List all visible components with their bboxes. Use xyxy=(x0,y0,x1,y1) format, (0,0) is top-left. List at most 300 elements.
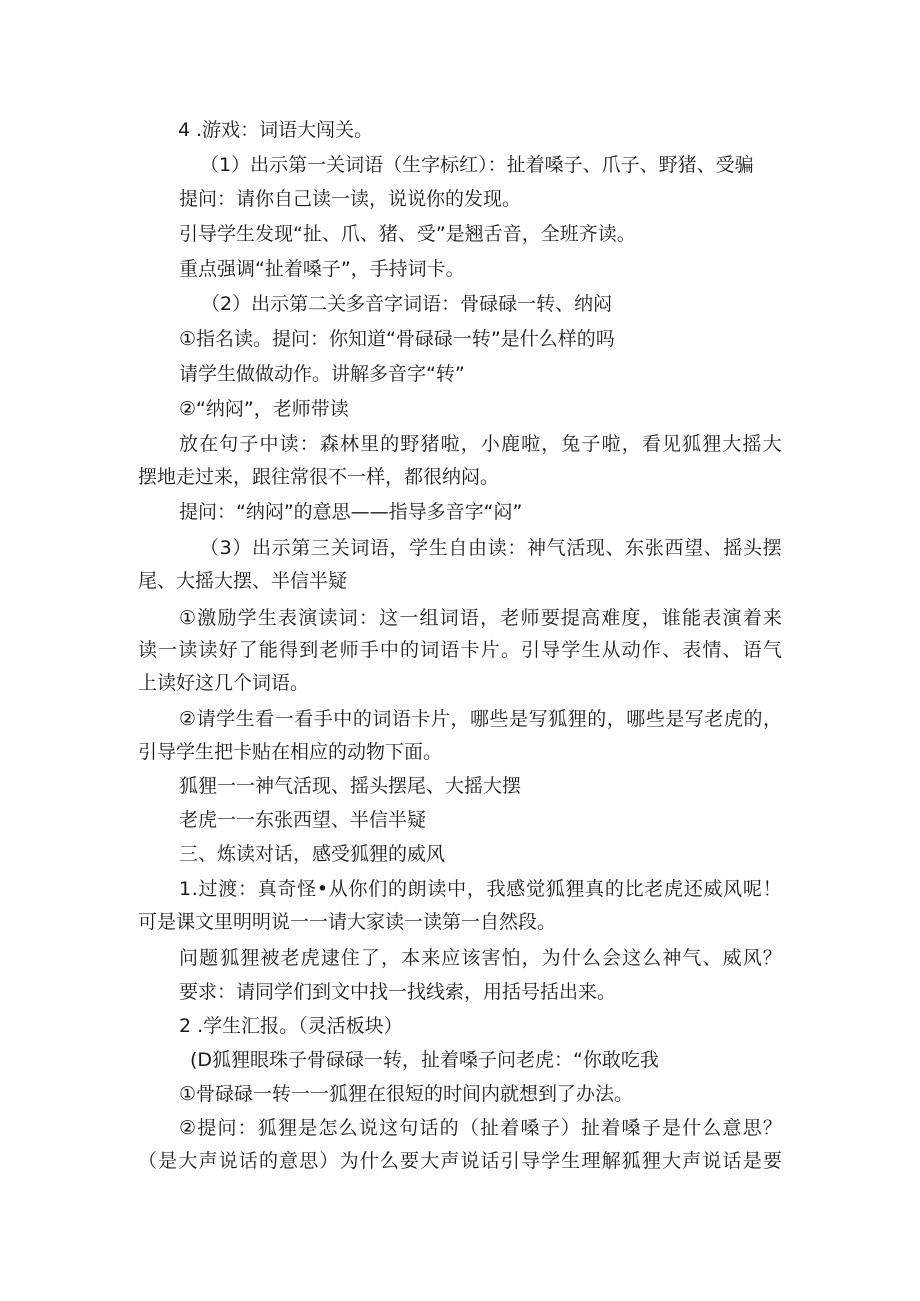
text-char: 演 xyxy=(298,607,318,629)
text-char: 情 xyxy=(702,639,722,661)
text-char: 读 xyxy=(279,433,299,455)
text-char: 声 xyxy=(682,1150,702,1172)
text-char: ， xyxy=(606,708,626,730)
text-char: 引 xyxy=(500,1150,520,1172)
text-char: 狐 xyxy=(257,1117,277,1139)
text-char: ， xyxy=(541,433,561,455)
text-char: 摇 xyxy=(723,537,743,559)
text-char: 的 xyxy=(400,639,420,661)
text-char: 么 xyxy=(379,1150,399,1172)
text-char: 题 xyxy=(199,947,219,969)
text-char: 、 xyxy=(702,947,722,969)
text-char: 气 xyxy=(762,639,782,661)
text-char: 老 xyxy=(704,708,724,730)
text-char: 学 xyxy=(541,1150,561,1172)
text-line: 老虎一一东张西望、半信半疑 xyxy=(179,809,427,831)
text-char: ， xyxy=(450,708,470,730)
text-char: 看 xyxy=(255,708,275,730)
text-char: 怕 xyxy=(501,947,521,969)
text-line: (D狐狸眼珠子骨碌碌一转，扯着嗓子问老虎：“你敢吃我 xyxy=(190,1049,659,1071)
text-line: ①骨碌碌一转一一狐狸在很短的时间内就想到了办法。 xyxy=(179,1083,634,1105)
text-char: 句 xyxy=(219,433,239,455)
text-char: 第 xyxy=(291,537,311,559)
text-char: 中 xyxy=(447,878,467,900)
text-char: 读 xyxy=(318,607,338,629)
text-line: 提问：请你自己读一读，说说你的发现。 xyxy=(179,188,522,210)
text-char: 说 xyxy=(218,1150,238,1172)
text-char: 片 xyxy=(480,639,500,661)
text-char: 嗓 xyxy=(621,1117,641,1139)
text-line: （2）出示第二关多音字词语：骨碌碌一转、纳闷 xyxy=(201,293,613,315)
text-char: 激 xyxy=(197,607,217,629)
text-char: 本 xyxy=(401,947,421,969)
text-char: 还 xyxy=(683,878,703,900)
text-char: 大 xyxy=(178,1150,198,1172)
text-char: 们 xyxy=(368,878,388,900)
text-char: 了 xyxy=(360,947,380,969)
text-char: 气 xyxy=(682,947,702,969)
text-char: 被 xyxy=(260,947,280,969)
text-line: 提问：“纳闷”的意思——指导多音字“闷” xyxy=(179,501,523,523)
text-char: ② xyxy=(179,708,197,730)
text-char: 气 xyxy=(546,537,566,559)
text-char: ！ xyxy=(762,878,782,900)
text-char: 狐 xyxy=(545,878,565,900)
text-char: 好 xyxy=(218,639,238,661)
text-char: 意 xyxy=(722,1117,742,1139)
text-char: 着 xyxy=(742,607,762,629)
text-char: 见 xyxy=(662,433,682,455)
section-heading: 三、炼读对话，感受狐狸的威风 xyxy=(179,843,446,865)
text-char: 声 xyxy=(440,1150,460,1172)
text-char: 提 xyxy=(197,1117,217,1139)
text-char: 的 xyxy=(380,433,400,455)
text-char: 狐 xyxy=(621,1150,641,1172)
text-char: 望 xyxy=(684,537,704,559)
text-char: 高 xyxy=(581,607,601,629)
text-char: 的 xyxy=(743,708,763,730)
text-char: 得 xyxy=(279,639,299,661)
text-char: 意 xyxy=(279,1150,299,1172)
text-char: 真 xyxy=(585,878,605,900)
text-char: ： xyxy=(507,537,527,559)
text-char: 狸 xyxy=(240,947,260,969)
text-char: 头 xyxy=(743,537,763,559)
text-char: 读 xyxy=(178,639,198,661)
text-char: 写 xyxy=(684,708,704,730)
text-char: 、 xyxy=(703,537,723,559)
text-char: ， xyxy=(460,433,480,455)
text-char: 狸 xyxy=(641,1150,661,1172)
text-char: ， xyxy=(641,607,661,629)
text-char: 么 xyxy=(581,947,601,969)
text-char: 虎 xyxy=(300,947,320,969)
text-char: 师 xyxy=(339,639,359,661)
text-char: 么 xyxy=(642,947,662,969)
text-char: 子 xyxy=(641,1117,661,1139)
text-char: 什 xyxy=(561,947,581,969)
text-char: 野 xyxy=(400,433,420,455)
text-char: . xyxy=(191,878,198,900)
text-char: 看 xyxy=(641,433,661,455)
text-char: 读 xyxy=(138,639,158,661)
text-char: 一 xyxy=(399,607,419,629)
text-line: 上读好这几个词语。 xyxy=(138,672,310,694)
text-char: 中 xyxy=(333,708,353,730)
text-char: 应 xyxy=(441,947,461,969)
text-char: 词 xyxy=(350,537,370,559)
text-char: 来 xyxy=(762,607,782,629)
text-char: 鹿 xyxy=(501,433,521,455)
text-char: 思 xyxy=(742,1117,762,1139)
text-char: 大 xyxy=(420,1150,440,1172)
text-char: 着 xyxy=(500,1117,520,1139)
text-char: 1 xyxy=(179,878,192,900)
text-line: （1）出示第一关词语（生字标红）：扯着嗓子、爪子、野猪、受骗 xyxy=(200,154,754,176)
text-char: 写 xyxy=(528,708,548,730)
text-char: 神 xyxy=(662,947,682,969)
text-line xyxy=(179,605,782,631)
text-char: 怎 xyxy=(318,1117,338,1139)
text-char: 从 xyxy=(328,878,348,900)
text-char: 狐 xyxy=(548,708,568,730)
text-char: 风 xyxy=(723,878,743,900)
text-char: 狐 xyxy=(682,433,702,455)
text-char: 住 xyxy=(340,947,360,969)
text-char: ？ xyxy=(762,947,782,969)
text-char: 词 xyxy=(372,708,392,730)
text-line: 请学生做做动作。讲解多音字“转” xyxy=(179,363,465,385)
text-char: 生 xyxy=(561,1150,581,1172)
text-char: 林 xyxy=(340,433,360,455)
text-char: 说 xyxy=(702,1150,722,1172)
text-char: 老 xyxy=(319,639,339,661)
text-char: 中 xyxy=(259,433,279,455)
text-char: 些 xyxy=(645,708,665,730)
text-char: ） xyxy=(560,1117,580,1139)
text-char: 作 xyxy=(641,639,661,661)
text-char: 东 xyxy=(625,537,645,559)
text-char: 会 xyxy=(602,947,622,969)
text-line xyxy=(138,637,782,663)
text-char: 渡 xyxy=(218,878,238,900)
text-char: 小 xyxy=(480,433,500,455)
text-char: 的 xyxy=(587,708,607,730)
text-char: 的 xyxy=(352,708,372,730)
text-char: 老 xyxy=(644,878,664,900)
text-char: 老 xyxy=(280,947,300,969)
text-char: 词 xyxy=(338,607,358,629)
text-char: （ xyxy=(200,537,220,559)
text-line xyxy=(179,1115,782,1141)
text-char: 来 xyxy=(421,947,441,969)
text-char: 手 xyxy=(313,708,333,730)
text-char: 大 xyxy=(722,433,742,455)
text-char: 猪 xyxy=(420,433,440,455)
text-char: 什 xyxy=(359,1150,379,1172)
text-char: 片 xyxy=(430,708,450,730)
text-char: 狸 xyxy=(702,433,722,455)
text-char: 这 xyxy=(622,947,642,969)
text-char: 演 xyxy=(722,607,742,629)
text-char: 狐 xyxy=(220,947,240,969)
text-char: 大 xyxy=(762,433,782,455)
text-char: 子 xyxy=(540,1117,560,1139)
text-char: 语 xyxy=(459,607,479,629)
text-char: • xyxy=(316,878,329,900)
text-char: 奇 xyxy=(277,878,297,900)
text-char: 要 xyxy=(540,607,560,629)
text-char: 难 xyxy=(601,607,621,629)
text-char: 语 xyxy=(369,537,389,559)
text-char: 请 xyxy=(196,708,216,730)
text-char: 理 xyxy=(581,1150,601,1172)
text-char: 啦 xyxy=(440,433,460,455)
text-line: 尾、大摇大摆、半信半疑 xyxy=(138,570,348,592)
text-char: 表 xyxy=(278,607,298,629)
text-char: 话 xyxy=(480,1150,500,1172)
text-char: 导 xyxy=(520,1150,540,1172)
text-char: 要 xyxy=(400,1150,420,1172)
text-char: 说 xyxy=(460,1150,480,1172)
text-char: 扯 xyxy=(581,1117,601,1139)
text-char: 里 xyxy=(360,433,380,455)
text-char: 要 xyxy=(762,1150,782,1172)
text-char: 话 xyxy=(238,1150,258,1172)
text-char: ？ xyxy=(762,1117,782,1139)
text-char: 句 xyxy=(399,1117,419,1139)
text-line xyxy=(138,1148,782,1174)
text-char: 是 xyxy=(509,708,529,730)
text-line xyxy=(200,535,782,561)
text-char: 中 xyxy=(379,639,399,661)
text-char: 该 xyxy=(461,947,481,969)
text-char: 活 xyxy=(566,537,586,559)
text-char: ② xyxy=(179,1117,197,1139)
text-char: 威 xyxy=(703,878,723,900)
text-char: 朗 xyxy=(407,878,427,900)
text-char: 表 xyxy=(682,639,702,661)
text-char: 啦 xyxy=(521,433,541,455)
text-char: 说 xyxy=(358,1117,378,1139)
text-char: ， xyxy=(521,947,541,969)
text-line: 狐狸一一神气活现、摇头摆尾、大摇大摆 xyxy=(179,775,522,797)
text-char: 话 xyxy=(722,1150,742,1172)
text-char: 问 xyxy=(179,947,199,969)
text-char: 怪 xyxy=(297,878,317,900)
text-char: 是 xyxy=(665,708,685,730)
text-char: 从 xyxy=(601,639,621,661)
text-char: 是 xyxy=(298,1117,318,1139)
text-char: 了 xyxy=(238,639,258,661)
text-char: 导 xyxy=(541,639,561,661)
text-char: 真 xyxy=(257,878,277,900)
text-char: 扯 xyxy=(480,1117,500,1139)
text-char: 示 xyxy=(271,537,291,559)
text-char: 学 xyxy=(561,639,581,661)
text-char: ： xyxy=(237,1117,257,1139)
text-char: 逮 xyxy=(320,947,340,969)
text-char: 虎 xyxy=(723,708,743,730)
text-char: ， xyxy=(480,607,500,629)
text-char: 摆 xyxy=(762,537,782,559)
text-char: 觉 xyxy=(525,878,545,900)
text-char: 动 xyxy=(621,639,641,661)
text-char: 的 xyxy=(604,878,624,900)
text-char: 现 xyxy=(585,537,605,559)
text-char: 威 xyxy=(722,947,742,969)
text-char: 由 xyxy=(468,537,488,559)
text-char: 是 xyxy=(742,1150,762,1172)
text-line: ②“纳闷”，老师带读 xyxy=(179,398,349,420)
text-char: 老 xyxy=(500,607,520,629)
text-char: 词 xyxy=(420,639,440,661)
text-char: 我 xyxy=(486,878,506,900)
text-char: 读 xyxy=(198,639,218,661)
text-line: 2 .学生汇报。（灵活板块） xyxy=(179,1015,403,1037)
text-char: 是 xyxy=(661,1117,681,1139)
text-char: 卡 xyxy=(411,708,431,730)
text-char: 词 xyxy=(439,607,459,629)
text-char: 你 xyxy=(348,878,368,900)
text-char: 狸 xyxy=(567,708,587,730)
text-char: 比 xyxy=(624,878,644,900)
text-char: 、 xyxy=(605,537,625,559)
text-char: 的 xyxy=(258,1150,278,1172)
text-char: 组 xyxy=(419,607,439,629)
text-char: 到 xyxy=(299,639,319,661)
text-char: 一 xyxy=(274,708,294,730)
text-line: 引导学生把卡贴在相应的动物下面。 xyxy=(138,741,443,763)
text-char: 、 xyxy=(722,639,742,661)
text-char: ） xyxy=(319,1150,339,1172)
text-char: 是 xyxy=(158,1150,178,1172)
text-char: ） xyxy=(232,537,252,559)
text-line xyxy=(179,706,782,732)
text-char: 风 xyxy=(742,947,762,969)
text-char: 感 xyxy=(506,878,526,900)
text-char: 谁 xyxy=(661,607,681,629)
text-char: ： xyxy=(237,878,257,900)
text-char: 思 xyxy=(299,1150,319,1172)
text-char: 摇 xyxy=(742,433,762,455)
text-char: ， xyxy=(381,947,401,969)
text-line xyxy=(179,876,782,902)
text-char: 卡 xyxy=(460,639,480,661)
text-char: 话 xyxy=(419,1117,439,1139)
text-char: 生 xyxy=(581,639,601,661)
text-char: 、 xyxy=(662,639,682,661)
text-char: 手 xyxy=(359,639,379,661)
text-char: 3 xyxy=(219,537,232,559)
text-char: 语 xyxy=(391,708,411,730)
text-line: 重点强调“扯着嗓子”，手持词卡。 xyxy=(179,258,465,280)
text-char: 读 xyxy=(427,878,447,900)
text-char: 能 xyxy=(682,607,702,629)
text-char: ： xyxy=(299,433,319,455)
text-char: 出 xyxy=(252,537,272,559)
text-char: 语 xyxy=(440,639,460,661)
text-char: 狸 xyxy=(565,878,585,900)
text-char: 生 xyxy=(428,537,448,559)
text-char: ① xyxy=(179,607,197,629)
text-char: 学 xyxy=(216,708,236,730)
text-char: 呢 xyxy=(742,878,762,900)
text-char: 虎 xyxy=(664,878,684,900)
text-char: 啦 xyxy=(601,433,621,455)
text-char: 着 xyxy=(601,1117,621,1139)
text-char: 关 xyxy=(330,537,350,559)
text-char: 为 xyxy=(339,1150,359,1172)
text-char: 神 xyxy=(526,537,546,559)
text-char: 哪 xyxy=(626,708,646,730)
text-char: 问 xyxy=(217,1117,237,1139)
text-char: 一 xyxy=(158,639,178,661)
text-char: 么 xyxy=(338,1117,358,1139)
text-char: ， xyxy=(389,537,409,559)
text-char: ， xyxy=(621,433,641,455)
text-line: 摆地走过来，跟往常很不一样，都很纳闷。 xyxy=(138,466,500,488)
text-char: 害 xyxy=(481,947,501,969)
text-char: 森 xyxy=(319,433,339,455)
text-char: ， xyxy=(466,878,486,900)
text-char: 的 xyxy=(439,1117,459,1139)
text-line: 4 .游戏：词语大闯关。 xyxy=(178,119,374,141)
text-char: 读 xyxy=(487,537,507,559)
text-char: 。 xyxy=(500,639,520,661)
text-char: 么 xyxy=(702,1117,722,1139)
text-char: 大 xyxy=(662,1150,682,1172)
text-char: 引 xyxy=(520,639,540,661)
text-char: 度 xyxy=(621,607,641,629)
text-char: 生 xyxy=(257,607,277,629)
text-char: 放 xyxy=(179,433,199,455)
text-char: 自 xyxy=(448,537,468,559)
text-char: 这 xyxy=(379,607,399,629)
text-char: 兔 xyxy=(561,433,581,455)
text-char: 语 xyxy=(742,639,762,661)
text-char: 这 xyxy=(379,1117,399,1139)
text-char: 解 xyxy=(601,1150,621,1172)
text-char: （ xyxy=(459,1117,479,1139)
text-char: 哪 xyxy=(470,708,490,730)
text-char: 能 xyxy=(258,639,278,661)
text-char: 学 xyxy=(409,537,429,559)
text-char: 子 xyxy=(581,433,601,455)
text-char: 生 xyxy=(235,708,255,730)
text-char: 西 xyxy=(664,537,684,559)
text-line xyxy=(179,945,782,971)
text-char: 学 xyxy=(237,607,257,629)
text-char: 声 xyxy=(198,1150,218,1172)
text-char: 看 xyxy=(294,708,314,730)
text-char: 嗓 xyxy=(520,1117,540,1139)
text-line: 引导学生发现“扯、爪、猪、受”是翘舌音，全班齐读。 xyxy=(179,223,636,245)
text-char: ， xyxy=(762,708,782,730)
text-char: 为 xyxy=(541,947,561,969)
text-char: 表 xyxy=(702,607,722,629)
text-line: 要求：请同学们到文中找一找线索，用括号括出来。 xyxy=(179,981,617,1003)
text-char: 的 xyxy=(387,878,407,900)
text-char: 些 xyxy=(489,708,509,730)
text-char: （ xyxy=(138,1150,158,1172)
text-char: 三 xyxy=(310,537,330,559)
text-line xyxy=(179,431,782,457)
text-line: ①指名读。提问：你知道“骨碌碌一转”是什么样的吗 xyxy=(179,328,615,350)
text-line: 可是课文里明明说一一请大家读一读第一自然段。 xyxy=(138,911,557,933)
text-char: 子 xyxy=(239,433,259,455)
text-char: 什 xyxy=(682,1117,702,1139)
